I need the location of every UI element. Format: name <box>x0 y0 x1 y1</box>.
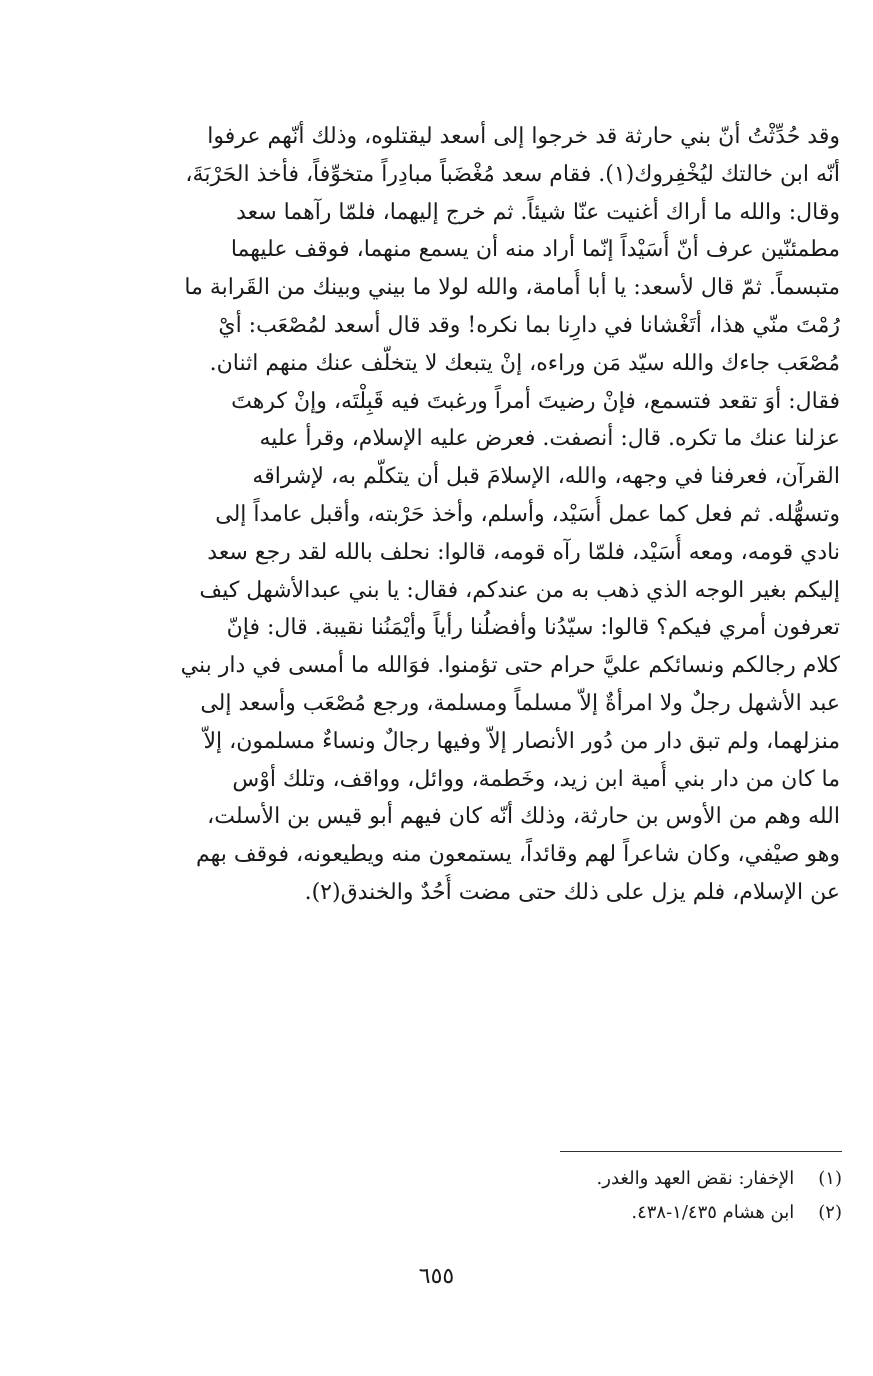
text-line: وقال: والله ما أراك أغنيت عنّا شيئاً. ثم خرج إليهما، فلمّا رآهما سعد <box>236 199 840 225</box>
text-line: مُصْعَب جاءك والله سيّد مَن وراءه، إنْ يتبعك لا يتخلّف عنك منهم اثنان. <box>209 350 840 376</box>
footnote-text: الإخفار: نقض العهد والغدر. <box>596 1168 795 1189</box>
footnote-2 <box>300 1196 842 1230</box>
text-line: أنّه ابن خالتك ليُخْفِروك(١). فقام سعد مُغْضَباً مبادِراً متخوِّفاً، فأخذ الحَرْبَةَ، <box>185 161 840 187</box>
text-line: عزلنا عنك ما تكره. قال: أنصفت. فعرض عليه الإسلام، وقرأ عليه <box>259 426 840 452</box>
text-line: عن الإسلام، فلم يزل على ذلك حتى مضت أُحُدٌ والخندق(٢). <box>304 879 840 905</box>
text-line: فقال: أوَ تقعد فتسمع، فإنْ رضيتَ أمراً ورغبتَ فيه قَبِلْتَه، وإنْ كرهتَ <box>231 388 840 414</box>
text-line: ما كان من دار بني أُمية ابن زيد، وخَطمة، ووائل، وواقف، وتلك أوْس <box>232 766 840 792</box>
text-line: عبد الأشهل رجلٌ ولا امرأةٌ إلاّ مسلماً ومسلمة، ورجع مُصْعَب وأسعد إلى <box>200 690 840 716</box>
text-line: إليكم بغير الوجه الذي ذهب به من عندكم، فقال: يا بني عبدالأشهل كيف <box>199 577 840 603</box>
text-line: رُمْتَ منّي هذا، أتَغْشانا في دارِنا بما نكره! وقد قال أسعد لمُصْعَب: أيْ <box>218 312 840 338</box>
text-line: متبسماً. ثمّ قال لأسعد: يا أبا أُمامة، والله لولا ما بيني وبينك من القَرابة ما <box>184 275 840 301</box>
text-line: الله وهم من الأوس بن حارثة، وذلك أنّه كان فيهم أبو قيس بن الأسلت، <box>207 804 840 830</box>
footnote-1 <box>300 1162 842 1196</box>
footnote-divider <box>560 1151 842 1152</box>
text-line: مطمئنّين عرف أنّ أُسَيْداً إنّما أراد منه أن يسمع منهما، فوقف عليهما <box>230 237 840 263</box>
page-number: ٦٥٥ <box>418 1264 455 1289</box>
footnote-text: ابن هشام ١/٤٣٥-٤٣٨. <box>631 1202 795 1223</box>
text-line: نادي قومه، ومعه أُسَيْد، فلمّا رآه قومه، قالوا: نحلف بالله لقد رجع سعد <box>207 539 840 565</box>
footnotes <box>300 1162 842 1230</box>
text-line: وهو صيْفي، وكان شاعراً لهم وقائداً، يستمعون منه ويطيعونه، فوقف بهم <box>195 842 840 868</box>
text-line: وتسهُّله. ثم فعل كما عمل أُسَيْد، وأسلم، وأخذ حَرْبته، وأقبل عامداً إلى <box>215 501 840 527</box>
body-text <box>128 118 840 912</box>
text-line: وقد حُدِّثْتُ أنّ بني حارثة قد خرجوا إلى أسعد ليقتلوه، وذلك أنّهم عرفوا <box>207 124 840 149</box>
footnote-marker: (١) <box>818 1168 842 1189</box>
text-line: منزلهما، ولم تبق دار من دُور الأنصار إلاّ وفيها رجالٌ ونساءٌ مسلمون، إلاّ <box>203 728 840 754</box>
text-line: كلام رجالكم ونسائكم عليَّ حرام حتى تؤمنوا. فوَالله ما أمسى في دار بني <box>180 653 840 679</box>
text-line: القرآن، فعرفنا في وجهه، والله، الإسلامَ قبل أن يتكلّم به، لإشراقه <box>252 464 840 490</box>
footnote-marker: (٢) <box>818 1202 842 1223</box>
text-line: تعرفون أمري فيكم؟ قالوا: سيّدُنا وأفضلُنا رأياً وأيْمَنُنا نقيبة. قال: فإنّ <box>226 615 840 641</box>
